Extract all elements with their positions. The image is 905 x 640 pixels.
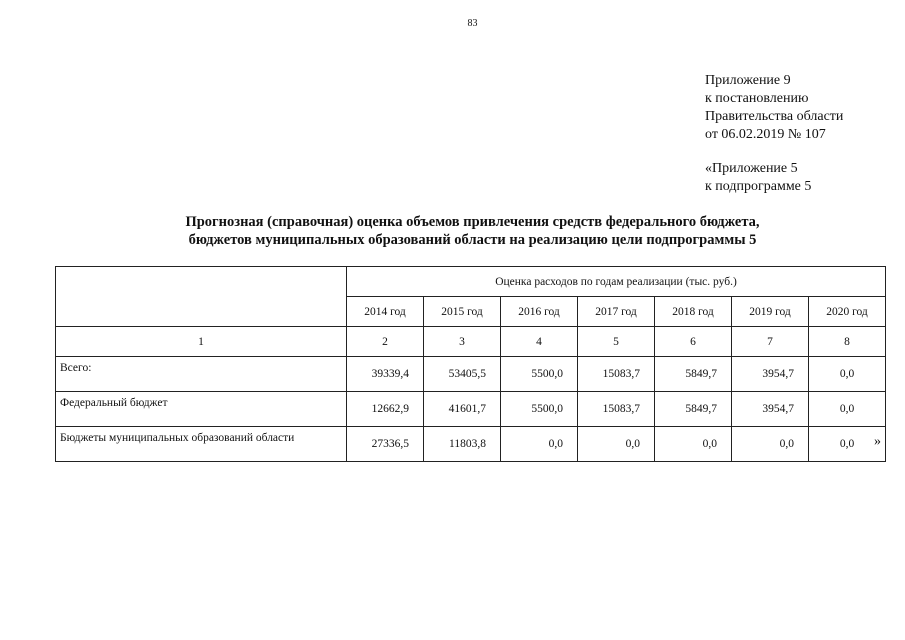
value-cell: 15083,7	[578, 357, 655, 392]
annex-line: к подпрограмме 5	[705, 179, 812, 194]
value-cell: 0,0	[809, 427, 886, 462]
page-number: 83	[467, 18, 478, 29]
year-header: 2017 год	[578, 297, 655, 327]
value-cell: 3954,7	[732, 392, 809, 427]
annex-line: Приложение 9	[705, 73, 791, 88]
closing-quote: »	[874, 434, 881, 449]
year-header: 2016 год	[501, 297, 578, 327]
value-cell: 15083,7	[578, 392, 655, 427]
value-cell: 3954,7	[732, 357, 809, 392]
column-number: 4	[501, 327, 578, 357]
year-header: 2014 год	[347, 297, 424, 327]
numbering-row	[56, 327, 886, 357]
value-cell: 41601,7	[424, 392, 501, 427]
document-title	[0, 213, 905, 249]
value-cell: 0,0	[655, 427, 732, 462]
year-header: 2019 год	[732, 297, 809, 327]
column-number: 6	[655, 327, 732, 357]
group-header: Оценка расходов по годам реализации (тыс. руб.)	[347, 267, 886, 297]
year-header: 2020 год	[809, 297, 886, 327]
value-cell: 53405,5	[424, 357, 501, 392]
column-number: 7	[732, 327, 809, 357]
annex-block	[705, 72, 843, 196]
table-header-row	[56, 267, 886, 297]
row-label: Всего:	[56, 357, 347, 392]
title-line-1: Прогнозная (справочная) оценка объемов привлечения средств федерального бюджета,	[185, 214, 760, 230]
annex-line: к постановлению	[705, 91, 809, 106]
value-cell: 11803,8	[424, 427, 501, 462]
title-line-2: бюджетов муниципальных образований области на реализацию цели подпрограммы 5	[188, 232, 757, 248]
value-cell: 0,0	[732, 427, 809, 462]
value-cell: 0,0	[501, 427, 578, 462]
column-number: 1	[56, 327, 347, 357]
column-number: 2	[347, 327, 424, 357]
annex-line: Правительства области	[705, 109, 844, 124]
table-row	[56, 392, 886, 427]
row-label: Бюджеты муниципальных образований области	[56, 427, 347, 462]
value-cell: 39339,4	[347, 357, 424, 392]
value-cell: 0,0	[809, 392, 886, 427]
year-header: 2018 год	[655, 297, 732, 327]
value-cell: 0,0	[809, 357, 886, 392]
value-cell: 5849,7	[655, 357, 732, 392]
value-cell: 5849,7	[655, 392, 732, 427]
table-row	[56, 357, 886, 392]
column-number: 5	[578, 327, 655, 357]
value-cell: 12662,9	[347, 392, 424, 427]
column-number: 8	[809, 327, 886, 357]
value-cell: 5500,0	[501, 357, 578, 392]
annex-line: «Приложение 5	[705, 161, 798, 176]
table-row	[56, 427, 886, 462]
year-header: 2015 год	[424, 297, 501, 327]
value-cell: 0,0	[578, 427, 655, 462]
value-cell: 5500,0	[501, 392, 578, 427]
column-number: 3	[424, 327, 501, 357]
value-cell: 27336,5	[347, 427, 424, 462]
annex-line: от 06.02.2019 № 107	[705, 127, 826, 142]
header-empty-cell	[56, 267, 347, 327]
budget-table	[55, 266, 886, 462]
row-label: Федеральный бюджет	[56, 392, 347, 427]
